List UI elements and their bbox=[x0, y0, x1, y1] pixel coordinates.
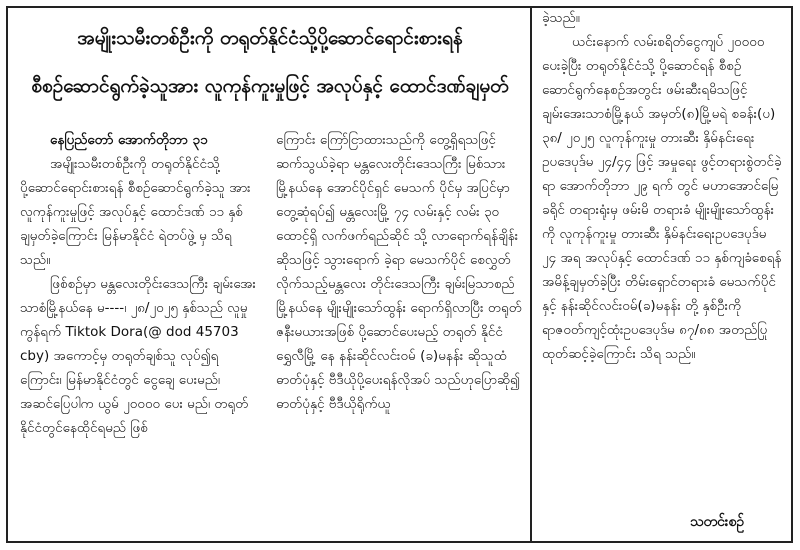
paragraph-4: ခဲ့သည်။ bbox=[542, 10, 580, 26]
dateline: နေပြည်တော် အောက်တိုဘာ ၃၁ bbox=[50, 132, 208, 148]
article-column-3 bbox=[542, 6, 782, 366]
headline-line-2: စီစဉ်ဆောင်ရွက်ခဲ့သူအား လူကုန်ကူးမှုဖြင့် အလုပ်နှင့် ထောင်ဒဏ်ချမှတ် bbox=[31, 75, 509, 97]
paragraph-2: ဖြစ်စဉ်မှာ မန္တလေးတိုင်းဒေသကြီး ချမ်းအေးသာစံမြို့နယ်နေ မ----၊ ၂၈/၂၀၂၅ နှစ်သည် လူမှုကွန်ရက် Tiktok Dora(@ dod 45703 cby) အကောင့်မှ တရုတ်ချစ်သူ လုပ်၍ရကြောင်း၊ မြန်မာနိုင်ငံတွင် ငွေချေ ပေးမည်၊ အဆင်ပြေပါက ယွမ် ၂၀၀၀၀ ပေး မည်၊ တရုတ်နိုင်ငံတွင်နေထိုင်ရမည် ဖြစ် bbox=[20, 276, 256, 436]
paragraph-1: အမျိုးသမီးတစ်ဦးကို တရုတ်နိုင်ငံသို့ ပို့ဆောင်ရောင်းစားရန် စီစဉ်ဆောင်ရွက်ခဲ့သူ အား လူကုန်ကူးမှုဖြင့် အလုပ်နှင့် ထောင်ဒဏ် ၁၁ နှစ် ချမှတ်ခဲ့ကြောင်း မြန်မာနိုင်ငံ ရဲတပ်ဖွဲ့ မှ သိရသည်။ bbox=[20, 156, 251, 268]
byline: သတင်းစဉ် bbox=[690, 514, 745, 530]
article-column-1 bbox=[20, 128, 256, 440]
paragraph-3: ကြောင်း ကြော်ငြာထားသည်ကို တွေ့ရှိရသဖြင့် ဆက်သွယ်ခဲ့ရာ မန္တလေးတိုင်းဒေသကြီး မြစ်သားမြို့နယ်နေ အောင်ပိုင်ရှင် မေသက် ပိုင်မှ အပြင်မှာတွေ့ဆုံရပ်၍ မန္တလေးမြို့ ၇၄ လမ်းနှင့် လမ်း ၃၀ ထောင့်ရှိ လက်ဖက်ရည်ဆိုင် သို့ လာရောက်ရန်ချိန်းဆိုသဖြင့် သွားရောက် ခဲ့ရာ မေသက်ပိုင် စေလွှတ်လိုက်သည့်မန္တလေး တိုင်းဒေသကြီး ချမ်းမြသာစည်မြို့နယ်နေ မျိုးမျိုးသော်ထွန်း ရောက်ရှိလာပြီး တရုတ် ဇနီးမယားအဖြစ် ပို့ဆောင်ပေးမည့် တရုတ် နိုင်ငံ ရွှေလီမြို့ နေ နန်းဆိုင်လင်းဝမ် (ခ)မနန်း ဆိုသူထံ ဓာတ်ပုံနှင့် ဗီဒီယိုပို့ပေးရန်လိုအပ် သည်ဟုပြောဆို၍ ဓာတ်ပုံနှင့် ဗီဒီယိုရိုက်ယူ bbox=[276, 132, 522, 412]
paragraph-5: ယင်းနောက် လမ်းစရိတ်ငွေကျပ် ၂၀၀၀၀ ပေးခဲ့ပြီး တရုတ်နိုင်ငံသို့ ပို့ဆောင်ရန် စီစဉ် ဆောင်ရွက်နေစဉ်အတွင်း ဖမ်းဆီးရမိသဖြင့် ချမ်းအေးသာစံမြို့နယ် အမှတ်(၈)မြို့မရဲ စခန်း(ပ) ၃၈/ ၂၀၂၅ လူကုန်ကူးမှု တားဆီး နှိမ်နင်းရေးဥပဒေပုဒ်မ ၂၄/၄၄ ဖြင့် အမှုရေး ဖွင့်တရားစွဲတင်ခဲ့ရာ အောက်တိုဘာ ၂၉ ရက် တွင် မဟာအောင်မြေခရိုင် တရားရုံးမှ ဖမ်းမိ တရားခံ မျိုးမျိုးသော်ထွန်းကို လူကုန်ကူးမှု တားဆီး နှိမ်နင်းရေးဥပဒေပုဒ်မ ၂၄ အရ အလုပ်နှင့် ထောင်ဒဏ် ၁၁ နှစ်ကျခံစေရန် အမိန့်ချမှတ်ခဲ့ပြီး တိမ်းရှောင်တရားခံ မေသက်ပိုင်နှင့် နန်းဆိုင်လင်းဝမ်(ခ)မနန်း တို့ နှစ်ဦးကို ရာဇဝတ်ကျင့်ထုံးဥပဒေပုဒ်မ ၈၇/၈၈ အတည်ပြုထုတ်ဆင့်ခဲ့ကြောင်း သိရ သည်။ bbox=[542, 34, 782, 362]
article-column-2 bbox=[276, 128, 522, 416]
headline-line-1: အမျိုးသမီးတစ်ဦးကို တရုတ်နိုင်ငံသို့ပို့ဆောင်ရောင်းစားရန် bbox=[77, 27, 463, 49]
column-divider bbox=[530, 6, 532, 541]
